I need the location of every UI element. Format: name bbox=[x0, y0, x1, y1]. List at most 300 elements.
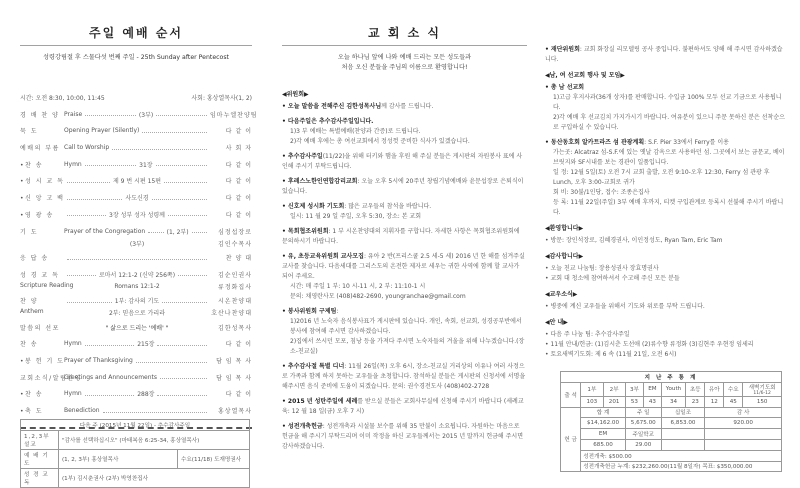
leader-dots bbox=[178, 272, 207, 276]
attendance-header bbox=[724, 382, 743, 396]
row-line bbox=[64, 323, 252, 332]
item-detail: 288장 bbox=[137, 391, 155, 399]
news-item-title: • 목회협조위원회 bbox=[282, 228, 329, 235]
row-label bbox=[20, 143, 64, 152]
news-item-text bbox=[282, 307, 527, 317]
attendance-value: 45 bbox=[724, 396, 743, 407]
news-item-title: • 후레스노한인연합감리교회 bbox=[282, 178, 358, 185]
worship-row bbox=[20, 296, 252, 323]
news-item-body: : S.F. Pier 33에서 Ferry를 이용 bbox=[644, 139, 729, 146]
attendance-value: 23 bbox=[686, 396, 705, 407]
worship-row bbox=[20, 126, 252, 143]
news-item-title: • 신호제 성시화 기도회 bbox=[282, 203, 345, 210]
row-label bbox=[20, 227, 64, 236]
news-item-body: 께 감사를 드립니다. bbox=[381, 103, 434, 110]
row-content bbox=[64, 406, 252, 415]
item-leader: 담 임 목 사 bbox=[216, 358, 252, 366]
worship-row bbox=[20, 160, 252, 177]
item-leader: 다 같 이 bbox=[225, 341, 252, 349]
row-content bbox=[64, 210, 252, 219]
item-detail: (1, 2부) bbox=[166, 228, 189, 236]
row-content bbox=[64, 110, 258, 119]
item-desc: Prayer of Thanksgiving bbox=[64, 357, 133, 365]
welcome-line-1: 오늘 하나님 앞에 나와 예배 드리는 모든 성도들과 bbox=[337, 54, 472, 61]
news-item bbox=[282, 397, 527, 417]
item-leader: 시온찬양대 bbox=[218, 298, 252, 306]
attendance-header bbox=[603, 382, 625, 396]
subtitle: 성령강림절 후 스물다섯 번째 주일 - 25th Sunday after Pentecost bbox=[43, 54, 229, 61]
item-desc: Greetings and Announcements bbox=[64, 373, 158, 381]
mission-line: 2)각 예배 후 선교김치 가지가시기 바랍니다. 여유분이 있으니 주문 못하신 분은 선착순으로 구입하실 수 있습니다. bbox=[553, 114, 785, 131]
news-item-line: 2)각 예배 후에는 총 여선교회에서 정성껏 준비한 식사가 있겠습니다. bbox=[290, 138, 470, 145]
attendance-value: 150 bbox=[743, 396, 782, 407]
stats-row bbox=[561, 407, 782, 418]
row-extra: 수요(11/18) 도재명권사 bbox=[178, 450, 250, 469]
offering-value: 6,853.00 bbox=[661, 418, 705, 429]
item-leader: 찬 양 대 bbox=[225, 255, 252, 262]
news-item-title: • 봉사위원회 구제팀 bbox=[282, 308, 337, 315]
trip-line: 회 비: 30불/1인당, 접수: 조종은집사 bbox=[553, 189, 650, 196]
leader-dots bbox=[142, 129, 207, 133]
row-label bbox=[20, 373, 82, 382]
row-label: 성 경 교 독 bbox=[21, 469, 59, 488]
next-week-row bbox=[21, 431, 250, 450]
row-content bbox=[64, 126, 252, 135]
divider bbox=[282, 45, 527, 46]
worship-row bbox=[20, 270, 252, 297]
row-line bbox=[64, 270, 252, 279]
news-item bbox=[282, 307, 527, 357]
header-text: 1부 bbox=[587, 387, 597, 394]
offering-value: 5,675.00 bbox=[625, 418, 661, 429]
mission-line: 1)고급 후지사과(36개 상자)를 판매합니다. 수입금 100% 모두 선교 기금으로 사용됩니다. bbox=[553, 94, 782, 111]
attendance-value: 103 bbox=[581, 396, 603, 407]
item-detail: " 삶으로 드리는 '예배' " bbox=[105, 324, 169, 332]
item-desc: Hymn bbox=[64, 340, 82, 348]
worship-order-list bbox=[20, 93, 258, 423]
offering-value: 920.00 bbox=[705, 418, 782, 429]
news-item-title: • 추수감사절 특별 디너 bbox=[282, 363, 345, 370]
time-row bbox=[20, 93, 252, 110]
header-text: 새벽기도회 bbox=[748, 384, 776, 391]
section-header: ◀환영합니다▶ bbox=[545, 225, 584, 232]
news-item-text bbox=[282, 117, 527, 127]
item-label: 말씀의 선포 bbox=[20, 324, 60, 332]
worship-row bbox=[20, 210, 252, 227]
row-label bbox=[20, 110, 64, 119]
leader-dots bbox=[67, 196, 122, 200]
offering-value bbox=[661, 439, 705, 450]
item-desc: Praise bbox=[64, 110, 83, 118]
section-line: • 오늘 친교 나눔팀: 장용성권사 장효명권사 bbox=[545, 265, 659, 272]
worship-row bbox=[20, 227, 252, 254]
row-line bbox=[64, 253, 252, 262]
stats-row bbox=[561, 439, 782, 450]
row-content bbox=[64, 270, 252, 291]
divider bbox=[20, 45, 252, 46]
news-item-title: • 유, 초등교육위원회 교사모집 bbox=[282, 253, 364, 260]
leader-dots bbox=[85, 392, 135, 396]
news-item-body: : 오늘 오후 5시에 20주년 창립기념예배와 윤문섭장로 은퇴식이 있습니다. bbox=[282, 178, 524, 195]
row-line bbox=[64, 176, 252, 185]
news-item bbox=[545, 138, 785, 218]
worship-row bbox=[20, 143, 252, 160]
trip-line: 일 정: 12월 5일(토) 오전 7시 교회 출발, 오전 9:10-오후 12:30, Ferry 섬 관광 후 Lunch, 오후 3:00-교회로 귀가 bbox=[553, 169, 770, 186]
leader-dots bbox=[85, 162, 136, 166]
church-news-column bbox=[282, 0, 527, 486]
row-line bbox=[64, 339, 252, 348]
news-item-title: • 재단위원회 bbox=[545, 46, 580, 53]
item-leader: 심정섭장로 bbox=[218, 228, 253, 236]
item-detail: 로마서 12:1-2 (신약 256쪽) bbox=[98, 271, 176, 279]
item-label: •성 시 교 독 bbox=[20, 178, 65, 186]
item-label: •영 광 송 bbox=[20, 211, 54, 219]
item-desc: Prayer of the Congregation bbox=[64, 227, 146, 235]
stats-row bbox=[561, 396, 782, 407]
service-times: 시간: 오전 8:30, 10:00, 11:45 bbox=[20, 95, 105, 102]
news-item-text bbox=[282, 362, 527, 392]
next-week-title: 다음 주 (2015년 11월 22일) - 추수감사주일 bbox=[21, 420, 250, 431]
news-item-text bbox=[282, 177, 527, 197]
attendance-header bbox=[661, 382, 686, 396]
row-content bbox=[64, 253, 252, 262]
offering-label: 헌 금 bbox=[561, 407, 581, 472]
item-label: 경 배 찬 양 bbox=[20, 111, 60, 119]
row-line bbox=[64, 227, 252, 236]
row-label bbox=[20, 406, 64, 415]
attendance-header bbox=[581, 382, 603, 396]
stats-row bbox=[561, 382, 782, 396]
section-header: ◀안 내▶ bbox=[545, 319, 568, 326]
row-label bbox=[20, 193, 64, 202]
item-label: 교회소식/알림환영 bbox=[20, 374, 82, 382]
row-line bbox=[64, 296, 252, 305]
leader-dots bbox=[103, 409, 207, 413]
leader-dots bbox=[156, 112, 207, 116]
news-item bbox=[282, 422, 527, 452]
item-leader: 다 같 이 bbox=[225, 128, 252, 136]
offering-header bbox=[661, 429, 705, 440]
news-item-body: : 교회 화장실 리모델링 공사 중입니다. 불편하셔도 양해 해 주시면 감사하겠습니다. bbox=[545, 46, 783, 63]
row-label bbox=[20, 210, 64, 219]
news-item-line: 1)2016 년 노숙자 음식봉사표가 게시판에 있습니다. 개인, 속회, 선교회, 성경공부반에서 봉사에 참여해 주시면 감사하겠습니다. bbox=[290, 318, 522, 335]
item-leader: 다 같 이 bbox=[225, 178, 252, 186]
row-content bbox=[64, 193, 252, 202]
news-item bbox=[545, 45, 785, 65]
item-label: 성 경 교 독 bbox=[20, 271, 60, 279]
dawn-range: 11/6-12 bbox=[753, 390, 771, 396]
next-week-table bbox=[20, 419, 250, 488]
news-item bbox=[282, 227, 527, 247]
item-label-en: Anthem bbox=[20, 308, 44, 316]
header-text: 2부 bbox=[609, 387, 619, 394]
leader-dots bbox=[160, 375, 207, 379]
leader-dots bbox=[168, 212, 207, 216]
row-label bbox=[20, 323, 64, 332]
offering-header: 십일조 bbox=[661, 407, 705, 418]
news-item-line: 2)집에서 쓰시던 모포, 침낭 등을 가져다 주시면 노숙자들의 겨울을 위해 나누겠습니다.(장소-친교실) bbox=[290, 338, 525, 355]
leader-dots bbox=[67, 179, 110, 183]
news-item-body: (11/22)을 위해 터키와 햄을 후원 해 주실 분들은 게시판의 자원봉사 표에 사인해 주시기 부탁드립니다. bbox=[282, 153, 523, 170]
item-desc: Hymn bbox=[64, 390, 82, 398]
trip-line: 등 록: 11월 22일(주일) 3부 예배 후까지, 티켓 구입관계로 등록시 선불해 주시기 바랍니다. bbox=[553, 199, 784, 216]
attendance-header bbox=[644, 382, 662, 396]
item-leader-2: 김인수목사 bbox=[218, 240, 253, 248]
welcome-line-2: 처음 오신 분들을 주님의 이름으로 환영합니다! bbox=[341, 64, 468, 71]
row-line bbox=[64, 239, 252, 248]
row-line bbox=[64, 210, 252, 219]
item-leader: 다 같 이 bbox=[225, 211, 253, 219]
section-header: ◀교우소식▶ bbox=[545, 291, 578, 298]
worship-row bbox=[20, 389, 252, 406]
header-text: 3부 bbox=[629, 387, 639, 394]
row-line bbox=[64, 110, 258, 119]
news-item-text bbox=[282, 397, 527, 417]
next-week-row bbox=[21, 450, 250, 469]
item-detail: 사도신경 bbox=[125, 195, 149, 203]
offering-value: $14,162.00 bbox=[581, 418, 626, 429]
attendance-value: 201 bbox=[603, 396, 625, 407]
row-content bbox=[64, 373, 252, 382]
stats-row bbox=[561, 450, 782, 461]
row-content bbox=[64, 143, 252, 152]
item-desc: Benediction bbox=[64, 407, 100, 415]
news-item-text bbox=[282, 152, 527, 172]
item-label: 찬 양 bbox=[20, 298, 38, 306]
attendance-header bbox=[705, 382, 724, 396]
leader-dots bbox=[192, 229, 207, 233]
row-label: 예 배 기 도 bbox=[21, 450, 59, 469]
item-leader: 김순인권사 bbox=[218, 271, 252, 279]
news-item-title: • 동산동호회 알카트라즈 섬 관광계획 bbox=[545, 139, 645, 146]
offering-header: 감 사 bbox=[705, 407, 782, 418]
stats-row bbox=[561, 372, 782, 383]
news-item bbox=[282, 252, 527, 302]
row-label bbox=[20, 270, 74, 289]
news-item-body: : bbox=[336, 308, 339, 315]
last-week-stats-table bbox=[560, 371, 782, 472]
item-desc: Opening Prayer (Silently) bbox=[64, 127, 140, 135]
item-leader: 다 같 이 bbox=[225, 195, 252, 203]
news-item bbox=[282, 202, 527, 222]
item-leader-2: 류정화집사 bbox=[218, 283, 253, 291]
row-line bbox=[64, 356, 252, 365]
news-item bbox=[282, 177, 527, 197]
news-list-right bbox=[545, 45, 785, 360]
item-label: 묵 도 bbox=[20, 128, 38, 136]
offering-header: 주일학교 bbox=[625, 429, 661, 440]
news-item-title: • 오늘 말씀을 전해주신 김한성목사님 bbox=[282, 103, 382, 110]
leader-dots bbox=[157, 392, 207, 396]
section-line: • 교회 대 청소에 참여하셔서 수고해 주신 모든 분들 bbox=[545, 275, 680, 282]
item-leader: 다 같 이 bbox=[225, 391, 252, 399]
leader-dots bbox=[85, 112, 136, 116]
leader-dots bbox=[136, 359, 207, 363]
item-leader: 홍상열목사 bbox=[218, 408, 252, 416]
row-label bbox=[20, 176, 64, 185]
news-item-text bbox=[282, 252, 527, 282]
offering-value: 29.00 bbox=[625, 439, 661, 450]
item-leader: 사 회 자 bbox=[225, 145, 252, 153]
row-label bbox=[20, 296, 64, 315]
section-line: • 병중에 계신 교우들을 위해서 기도와 위로를 부탁 드립니다. bbox=[545, 303, 705, 310]
header-text: 초등 bbox=[689, 387, 701, 394]
news-item-text bbox=[282, 102, 527, 112]
row-value: (1부) 김시춘권사 (2부) 박영찬집사 bbox=[59, 469, 250, 488]
worship-row bbox=[20, 193, 252, 210]
presider: 사회: 홍상열목사(1, 2) bbox=[191, 95, 252, 102]
trip-line: 가는곳: Alcatraz 섬-S.F.에 있는 옛날 감옥으로 사용하던 섬. 그곳에서 보는 금문교, 베이브릿지와 SF시내를 보는 경관이 일품입니다. bbox=[553, 149, 785, 166]
item-desc: Call to Worship bbox=[64, 144, 110, 152]
item-label: •봉 헌 기 도 bbox=[20, 358, 65, 366]
item-leader: 다 같 이 bbox=[225, 161, 252, 169]
leader-dots bbox=[67, 256, 207, 260]
news-item-title: • 성전개축헌금 bbox=[282, 423, 323, 430]
header-text: 유아 bbox=[708, 387, 720, 394]
worship-row bbox=[20, 176, 252, 193]
leader-dots bbox=[152, 196, 207, 200]
row-label bbox=[20, 160, 64, 169]
news-item-body: : 1 부 시온찬양대의 지휘자를 구합니다. 자세한 사항은 목회협조위원회에 문의하시기 바랍니다. bbox=[282, 228, 520, 245]
row-label: 1,2,3부설교 bbox=[21, 431, 59, 450]
offering-value bbox=[705, 439, 782, 450]
worship-order-column bbox=[20, 0, 258, 486]
news-item bbox=[282, 362, 527, 392]
row-label bbox=[20, 389, 64, 398]
row-content bbox=[64, 296, 252, 317]
page-title: 주일 예배 순서 bbox=[89, 26, 183, 40]
news-item-body: : 유아 2 반(프리스쿨 2.5 세-5 세) 2016 년 한 해를 섬겨주실 교사를 찾습니다. 다음세대를 그리스도의 온전한 제자로 세우는 귀한 사역에 함께 할 교사가 되어 주세요. bbox=[282, 253, 525, 280]
section-line: • 다음 주 나눔 팀: 추수감사주일 bbox=[545, 331, 630, 338]
item-detail: 215장 bbox=[137, 341, 155, 349]
row-label bbox=[20, 339, 64, 348]
item-leader: 담 임 목 사 bbox=[216, 374, 252, 382]
row-line bbox=[64, 406, 252, 415]
worship-row bbox=[20, 356, 252, 373]
stats-title: 지 난 주 통 계 bbox=[561, 372, 782, 383]
offering-header bbox=[705, 429, 782, 440]
header-text: 수요 bbox=[727, 387, 739, 394]
header-text: Youth bbox=[665, 386, 682, 393]
news-item bbox=[282, 102, 527, 112]
row-content bbox=[64, 389, 252, 398]
worship-row bbox=[20, 339, 252, 356]
row-line bbox=[64, 308, 252, 317]
news-list bbox=[282, 90, 527, 457]
item-detail: 3장 성부 성자 성령께 bbox=[109, 211, 165, 219]
row-content bbox=[64, 339, 252, 348]
leader-dots bbox=[156, 162, 207, 166]
stats-row bbox=[561, 461, 782, 472]
attendance-value: 53 bbox=[625, 396, 643, 407]
row-line bbox=[64, 282, 252, 291]
news-item-body: : 많은 교우들의 참석을 바랍니다. bbox=[344, 203, 432, 210]
leader-dots bbox=[85, 342, 135, 346]
item-label: •찬 송 bbox=[20, 161, 44, 169]
news-item-body: : 11월 26일(목) 오후 6시, 장소-친교실 거리상의 이유나 여러 사정으로 가족과 함께 하지 못하는 교우들을 초청합니다. 참석하실 분들은 게시판의 신청서에 서명을 해주시면 음식 준비에 도움이 되겠습니다. 문의: 권수경전도사 (408)402-2728 bbox=[282, 363, 526, 390]
row-line bbox=[64, 373, 252, 382]
leader-dots bbox=[164, 179, 207, 183]
item-label-en: Scripture Reading bbox=[20, 281, 74, 289]
item-label: 예배의 부름 bbox=[20, 145, 60, 153]
worship-row bbox=[20, 253, 252, 270]
row-content bbox=[64, 176, 252, 185]
attendance-value: 43 bbox=[644, 396, 662, 407]
item-detail-2: Romans 12:1-2 bbox=[114, 282, 160, 290]
news-item-line: 1)3 부 예배는 특별예배(찬양과 간증)로 드립니다. bbox=[290, 128, 421, 135]
item-detail-2: (3부) bbox=[129, 240, 145, 248]
worship-row bbox=[20, 110, 258, 127]
news-item-title: • 2015 년 성탄주일에 세례 bbox=[282, 398, 358, 405]
item-detail: 31장 bbox=[139, 161, 153, 169]
row-value: (1, 2, 3부) 홍상열목사 bbox=[59, 450, 178, 469]
offering-header: 합 계 bbox=[581, 407, 626, 418]
leader-dots bbox=[67, 299, 112, 303]
header-text: EM bbox=[648, 386, 657, 393]
item-label: •축 도 bbox=[20, 408, 44, 416]
worship-row bbox=[20, 373, 252, 390]
section-header: ◀남, 여 선교회 행사 및 모임▶ bbox=[545, 72, 625, 79]
item-leader: 김한성목사 bbox=[218, 324, 253, 332]
attendance-header bbox=[625, 382, 643, 396]
news-item-body: : 성전개축과 시설물 보수를 위해 35 만불이 소요됩니다. 자원하는 마음으로 헌금을 해 주시기 부탁드리며 이미 작정을 하신 교우들께서는 2015 년 말까지 헌금해 주시면 감사하겠습니다. bbox=[282, 423, 524, 450]
leader-dots bbox=[112, 146, 207, 150]
attendance-header bbox=[743, 382, 782, 396]
item-label: 응 답 송 bbox=[20, 255, 49, 262]
item-detail-2: 2부: 믿음으로 가리라 bbox=[108, 310, 166, 318]
row-line bbox=[64, 160, 252, 169]
row-line bbox=[64, 193, 252, 202]
news-item-text bbox=[282, 422, 527, 452]
attendance-value: 12 bbox=[705, 396, 724, 407]
news-item-title: • 다음주일은 추수감사주일입니다. bbox=[282, 118, 374, 125]
building-fund-total: 성전개축헌금 누계: $232,260.00(11월 8일자) 목표: $350,000.00 bbox=[581, 461, 782, 472]
news-title: 교 회 소 식 bbox=[368, 26, 441, 40]
offering-header: EM bbox=[581, 429, 626, 440]
row-value: "감사를 선택하십시오" (마태복음 6:25-34, 홍상열목사) bbox=[59, 431, 250, 450]
news-item-line: 시간: 매 주일 1 부: 10 시-11 시, 2 부: 11:10-1 시 bbox=[290, 283, 426, 290]
news-item bbox=[282, 152, 527, 172]
item-desc: Hymn bbox=[64, 160, 82, 168]
row-label bbox=[20, 253, 64, 262]
section-line: • 토요새벽기도회: 제 6 속 (11월 21일, 오전 6시) bbox=[545, 351, 677, 358]
row-line bbox=[64, 143, 252, 152]
row-content bbox=[64, 323, 252, 332]
stats-row bbox=[561, 418, 782, 429]
row-line bbox=[64, 389, 252, 398]
row-content bbox=[64, 227, 252, 248]
news-item-line: 문의: 채영란사모 (408)482-2690, youngranchae@gmail.com bbox=[290, 293, 466, 300]
section-header: ◀위원회▶ bbox=[282, 91, 309, 98]
building-fund: 성전개축: $500.00 bbox=[581, 450, 782, 461]
item-label: •찬 송 bbox=[20, 391, 44, 399]
section-header: ◀감사합니다▶ bbox=[545, 253, 584, 260]
news-item-text bbox=[282, 227, 527, 247]
right-news-column bbox=[545, 0, 785, 486]
worship-row bbox=[20, 323, 252, 340]
row-label bbox=[20, 356, 64, 365]
item-detail: (3부) bbox=[138, 111, 154, 119]
offering-value: 685.00 bbox=[581, 439, 626, 450]
item-leader-2: 호산나찬양대 bbox=[211, 310, 252, 318]
item-detail: 1부: 감사의 기도 bbox=[114, 298, 160, 306]
section-line: • 11월 안내/헌금: (1)김시춘 도선애 (2)류수향 류정화 (3)김현주 우현정 임세리 bbox=[545, 341, 754, 348]
item-label: 기 도 bbox=[20, 228, 38, 236]
leader-dots bbox=[162, 299, 207, 303]
row-content bbox=[64, 356, 252, 365]
item-label: 찬 송 bbox=[20, 341, 38, 349]
leader-dots bbox=[67, 212, 106, 216]
